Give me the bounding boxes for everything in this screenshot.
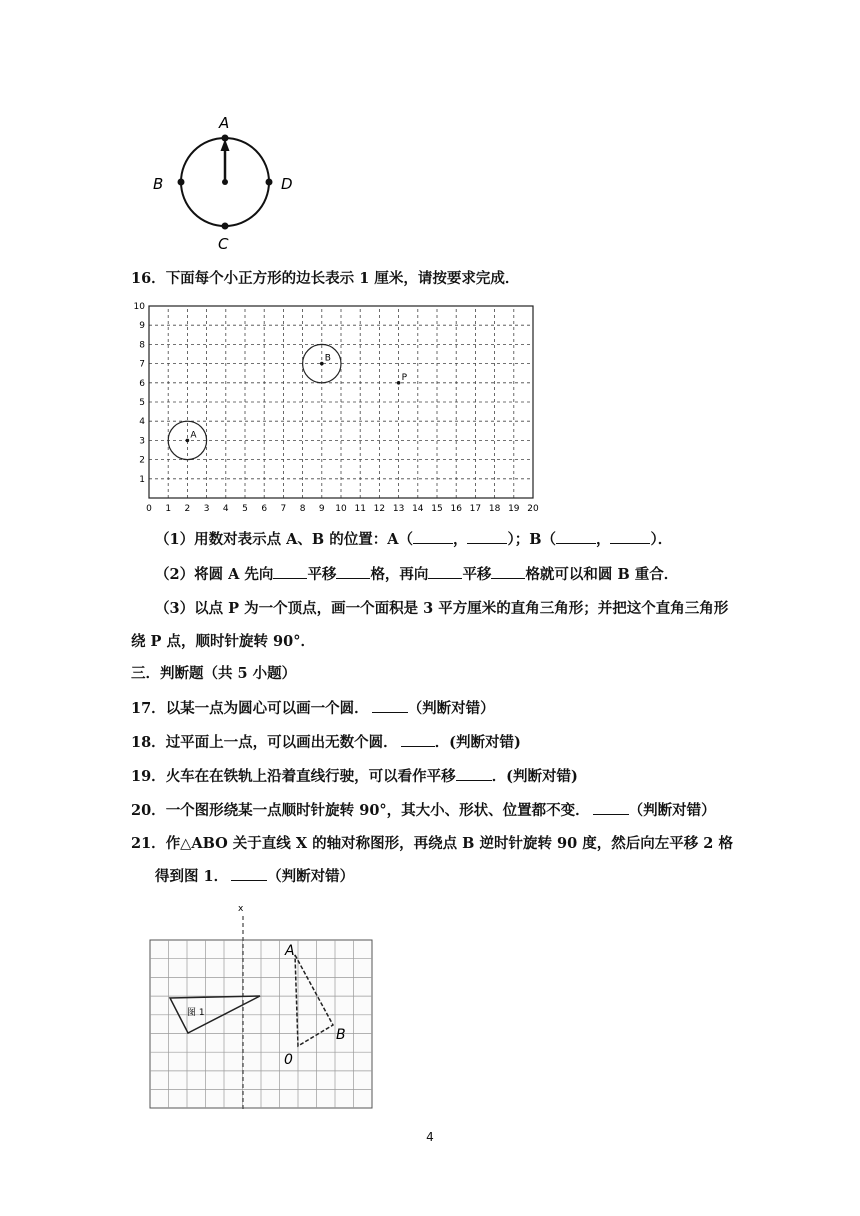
- x-tick-label: 20: [527, 504, 539, 514]
- answer-blank-steps-1[interactable]: [336, 564, 370, 579]
- figure-1-label: 图 1: [187, 1008, 205, 1018]
- y-tick-label: 4: [139, 417, 145, 428]
- symmetry-figure: [145, 898, 385, 1113]
- x-tick-label: 15: [431, 504, 443, 514]
- point-d: [266, 179, 273, 186]
- x-tick-label: 11: [354, 504, 366, 514]
- x-tick-label: 12: [373, 504, 386, 514]
- label-d: D: [281, 175, 293, 193]
- coordinate-grid: [130, 298, 550, 520]
- x-tick-label: 18: [488, 504, 501, 514]
- x-tick-label: 0: [146, 504, 152, 514]
- y-tick-label: 5: [139, 398, 145, 408]
- answer-blank-a-x[interactable]: [413, 529, 453, 544]
- y-tick-label: 2: [139, 455, 145, 466]
- answer-blank-b-y[interactable]: [610, 529, 650, 544]
- page-number: 4: [426, 1130, 434, 1144]
- y-tick-label: 8: [139, 340, 145, 351]
- answer-blank[interactable]: [372, 698, 408, 713]
- x-tick-label: 13: [392, 504, 405, 514]
- x-tick-label: 2: [184, 504, 191, 514]
- y-tick-label: 3: [139, 436, 145, 447]
- x-tick-label: 1: [165, 504, 172, 514]
- question-16-part-3-line-2: 绕 P 点，顺时针旋转 90°．: [131, 633, 315, 650]
- axis-label: x: [238, 904, 244, 914]
- x-tick-label: 7: [280, 504, 287, 514]
- question-16-part-2: （2）将圆 A 先向 平移 格，再向 平移 格就可以和圆 B 重合．: [155, 566, 679, 583]
- question-21-line-1: 21．作△ABO 关于直线 X 的轴对称图形，再绕点 B 逆时针旋转 90 度，然后向左平移 2 格: [131, 835, 733, 852]
- point-b: [178, 179, 185, 186]
- x-tick-label: 19: [508, 504, 520, 514]
- answer-blank[interactable]: [231, 866, 267, 881]
- x-tick-label: 3: [203, 504, 210, 514]
- point-label-p: P: [401, 372, 408, 383]
- answer-blank-steps-2[interactable]: [491, 564, 525, 579]
- x-tick-label: 4: [222, 504, 229, 514]
- x-tick-label: 16: [450, 504, 462, 514]
- question-21-line-2: 得到图 1． （判断对错）: [155, 868, 355, 885]
- question-16-part-1: （1）用数对表示点 A、B 的位置：A（ ， ）；B（ ， ）．: [155, 531, 673, 548]
- x-tick-label: 17: [469, 504, 482, 514]
- x-tick-label: 8: [299, 504, 306, 514]
- x-tick-label: 5: [242, 504, 248, 514]
- question-text: 下面每个小正方形的边长表示 1 厘米，请按要求完成．: [165, 270, 520, 287]
- answer-blank-direction-2[interactable]: [428, 564, 462, 579]
- y-tick-label: 9: [139, 321, 145, 332]
- answer-blank-direction-1[interactable]: [273, 564, 307, 579]
- vertex-b-label: B: [336, 1027, 346, 1043]
- y-tick-label: 1: [139, 474, 145, 485]
- y-tick-label: 6: [139, 378, 145, 389]
- label-a: A: [219, 114, 230, 132]
- answer-blank[interactable]: [456, 766, 492, 781]
- label-b: B: [153, 175, 164, 193]
- answer-blank[interactable]: [593, 800, 629, 815]
- answer-blank-b-x[interactable]: [556, 529, 596, 544]
- answer-blank[interactable]: [401, 732, 435, 747]
- point-c: [222, 223, 229, 230]
- question-20: 20．一个图形绕某一点顺时针旋转 90°，其大小、形状、位置都不变． （判断对错）: [131, 802, 716, 819]
- x-tick-label: 14: [412, 504, 424, 514]
- label-c: C: [218, 235, 229, 253]
- y-tick-label: 10: [133, 302, 145, 312]
- x-tick-label: 9: [318, 504, 325, 514]
- question-16: [131, 269, 519, 289]
- arrow-head-icon: [221, 139, 230, 151]
- section-3-title: 三．判断题（共 5 小题）: [131, 665, 297, 682]
- question-16-part-3-line-1: （3）以点 P 为一个顶点，画一个面积是 3 平方厘米的直角三角形；并把这个直角三角形: [155, 600, 729, 617]
- answer-blank-a-y[interactable]: [467, 529, 507, 544]
- point-b: [320, 362, 324, 366]
- point-label-b: B: [324, 353, 331, 364]
- x-tick-label: 6: [261, 504, 268, 514]
- question-19: 19．火车在在铁轨上沿着直线行驶，可以看作平移 ．(判断对错): [131, 768, 578, 785]
- question-number: 16．: [131, 270, 166, 287]
- circle-direction-figure: [140, 110, 310, 255]
- point-label-a: A: [190, 430, 197, 441]
- point-p: [397, 381, 401, 385]
- question-17: 17．以某一点为圆心可以画一个圆． （判断对错）: [131, 700, 495, 717]
- x-tick-label: 10: [335, 504, 347, 514]
- vertex-o-label: 0: [284, 1052, 293, 1068]
- y-tick-label: 7: [139, 359, 145, 370]
- point-a: [186, 439, 190, 443]
- vertex-a-label: A: [285, 943, 295, 959]
- question-18: 18．过平面上一点，可以画出无数个圆． ．(判断对错): [131, 734, 521, 751]
